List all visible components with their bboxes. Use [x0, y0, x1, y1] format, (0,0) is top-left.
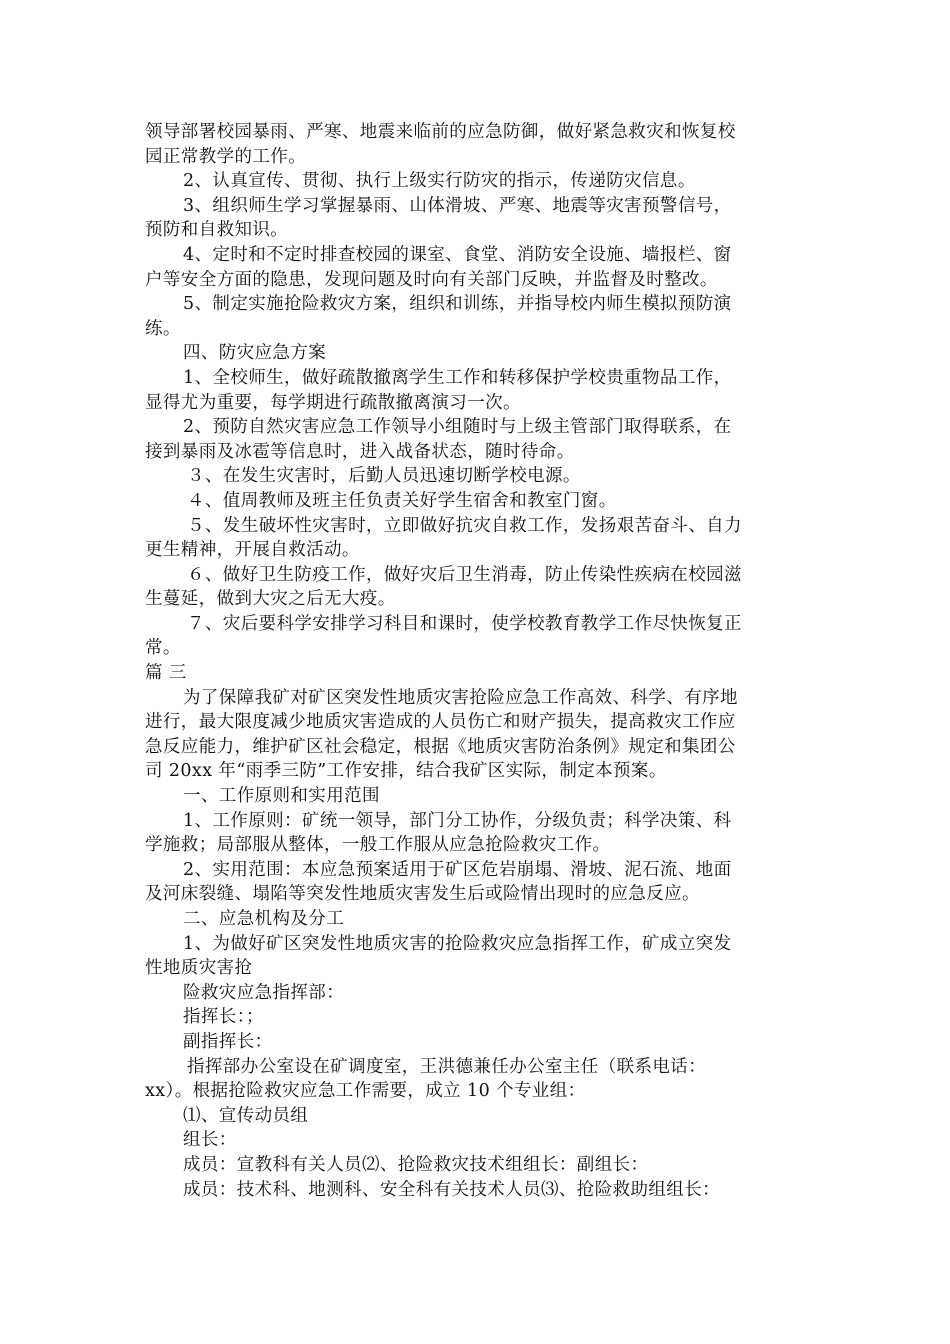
- text-line: 四、防灾应急方案: [183, 343, 327, 364]
- document-page: [145, 120, 810, 1202]
- text-line: 学施救；局部服从整体，一般工作服从应急抢险救灾工作。: [145, 835, 611, 856]
- text-line: 指挥长：；: [183, 1007, 264, 1028]
- text-line: 成员：技术科、地测科、安全科有关技术人员⑶、抢险救助组组长：: [183, 1179, 720, 1200]
- text-line: 1、工作原则：矿统一领导，部门分工协作，分级负责；科学决策、科: [183, 810, 732, 831]
- text-line: 司 20xx 年“雨季三防”工作安排，结合我矿区实际，制定本预案。: [145, 761, 667, 782]
- text-line: ３、在发生灾害时，后勤人员迅速切断学校电源。: [187, 466, 581, 487]
- text-line: 生蔓延，做到大灾之后无大疫。: [145, 589, 396, 610]
- text-line: 副指挥长：: [183, 1031, 273, 1052]
- text-line: 4、定时和不定时排查校园的课室、食堂、消防安全设施、墙报栏、窗: [183, 244, 732, 265]
- text-line: 组长：: [183, 1130, 237, 1151]
- text-line: 篇 三: [145, 663, 187, 684]
- text-line: 练。: [145, 318, 181, 339]
- text-line: 一、工作原则和实用范围: [183, 786, 380, 807]
- text-line: 及河床裂缝、塌陷等突发性地质灾害发生后或险情出现时的应急反应。: [145, 884, 700, 905]
- text-line: 2、认真宣传、贯彻、执行上级实行防灾的指示，传递防灾信息。: [183, 171, 696, 192]
- text-line: 进行，最大限度减少地质灾害造成的人员伤亡和财产损失，提高救灾工作应: [145, 712, 736, 733]
- text-line: 二、应急机构及分工: [183, 909, 345, 929]
- text-line: ７、灾后要科学安排学习科目和课时，使学校教育教学工作尽快恢复正: [187, 613, 742, 634]
- text-line: 常。: [145, 638, 181, 659]
- text-line: 性地质灾害抢: [145, 958, 253, 979]
- text-line: ⑴、宣传动员组: [183, 1105, 309, 1126]
- text-line: 为了保障我矿对矿区突发性地质灾害抢险应急工作高效、科学、有序地: [183, 687, 738, 708]
- text-line: 2、预防自然灾害应急工作领导小组随时与上级主管部门取得联系，在: [183, 417, 732, 438]
- text-line: 户等安全方面的隐患，发现问题及时向有关部门反映，并监督及时整改。: [145, 269, 718, 290]
- text-line: 3、组织师生学习掌握暴雨、山体滑坡、严寒、地震等灾害预警信号，: [183, 195, 732, 216]
- text-line: ６、做好卫生防疫工作，做好灾后卫生消毒，防止传染性疾病在校园滋: [187, 564, 742, 585]
- text-line: 成员：宣教科有关人员⑵、抢险救灾技术组组长：副组长：: [183, 1154, 649, 1175]
- text-line: 预防和自救知识。: [145, 220, 289, 241]
- text-line: 显得尤为重要，每学期进行疏散撤离演习一次。: [145, 392, 521, 413]
- text-line: 急反应能力，维护矿区社会稳定，根据《地质灾害防治条例》规定和集团公: [145, 736, 736, 757]
- text-line: 指挥部办公室设在矿调度室，王洪德兼任办公室主任（联系电话：: [187, 1056, 707, 1077]
- text-line: xx）。根据抢险救灾应急工作需要，成立 10 个专业组：: [145, 1081, 586, 1102]
- text-line: 1、为做好矿区突发性地质灾害的抢险救灾应急指挥工作，矿成立突发: [183, 933, 732, 954]
- text-line: ４、值周教师及班主任负责关好学生宿舍和教室门窗。: [187, 490, 617, 511]
- text-line: ５、发生破坏性灾害时，立即做好抗灾自救工作，发扬艰苦奋斗、自力: [187, 515, 742, 536]
- text-line: 接到暴雨及冰雹等信息时，进入战备状态，随时待命。: [145, 441, 575, 462]
- text-line: 2、实用范围：本应急预案适用于矿区危岩崩塌、滑坡、泥石流、地面: [183, 859, 732, 880]
- text-line: 更生精神，开展自救活动。: [145, 540, 360, 561]
- text-line: 领导部署校园暴雨、严寒、地震来临前的应急防御，做好紧急救灾和恢复校: [145, 122, 736, 142]
- text-line: 1、全校师生，做好疏散撤离学生工作和转移保护学校贵重物品工作，: [183, 367, 732, 388]
- text-line: 园正常教学的工作。: [145, 146, 307, 167]
- text-line: 险救灾应急指挥部：: [183, 982, 345, 1003]
- text-line: 5、制定实施抢险救灾方案，组织和训练，并指导校内师生模拟预防演: [183, 294, 732, 315]
